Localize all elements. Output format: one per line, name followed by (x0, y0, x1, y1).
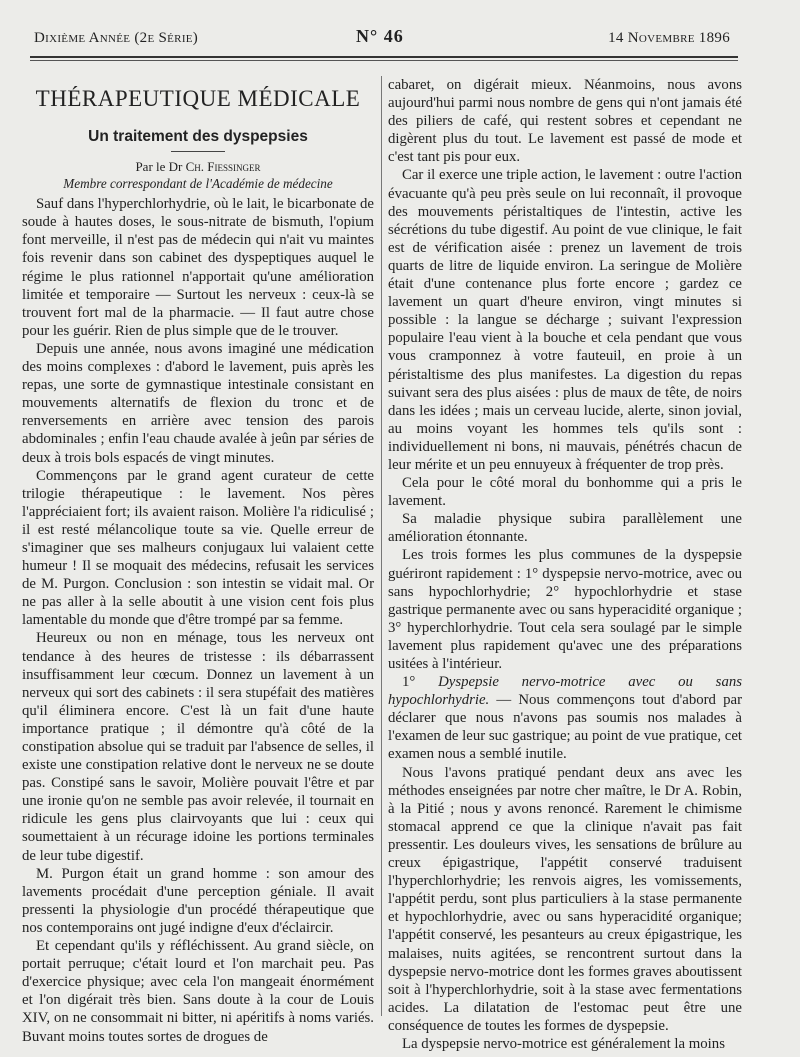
paragraph: Sa maladie physique subira parallèlement une amélioration étonnante. (388, 511, 742, 546)
author-name: Ch. Fiessinger (185, 159, 261, 175)
paragraph: Les trois formes les plus communes de la dyspepsie guériront rapidement : 1° dyspepsie nervo-motrice, avec ou sans hypochlorhydrie; 2° hypochlorhydrie et stase gastrique permanente avec ou sans hyperacidité organique ; 3° hyperchlorhydrie. Tout cela sera soulagé par le simple lavement plus rapidement qu'avec une des préparations usitées à l'intérieur. (388, 547, 742, 672)
subsection-title: Dyspepsie nervo-motrice avec ou sans hypochlorhydrie. (388, 674, 742, 709)
left-column (22, 76, 374, 1046)
paragraph: Nous l'avons pratiqué pendant deux ans avec les méthodes enseignées par notre cher maître, le Dr A. Robin, à la Pitié ; nous y avons renoncé. Rarement le chimisme stomacal apprend ce que la clinique n'avait pas fait pressentir. Les douleurs vives, les sensations de brûlure au creux épigastrique, l'appétit conservé traduisent l'hyperchlorhydrie; les renvois aigres, les vomissements, l'appétit perdu, sont plus particuliers à la stase permanente et hypochlorhydrie, avec ou sans hyperacidité organique; l'appétit conservé, les pesanteurs au creux épigastrique, les malaises, nuits agitées, se rencontrent surtout dans la dyspepsie nervo-motrice dont les formes graves aboutissent soit à l'hyperchlorhydrie, soit à la stase avec fermentations acides. La dilatation de l'estomac peut être une conséquence de toutes les formes de dyspepsie. (388, 764, 742, 1034)
paragraph: Commençons par le grand agent curateur de cette trilogie thérapeutique : le lavement. Nos pères l'appréciaient fort; ils avaient raison. Molière l'a ridiculisé ; il est resté mélancolique toute sa vie. Quelle erreur de s'imaginer que ses malheurs conjugaux lui valaient cette humeur ! Il se moquait des médecins, refusait les services de M. Purgon. Conclusion : son intestin se vidait mal. Or ne pas aller à la selle aboutit à une vision cent fois plus lamentable du monde que d'être trompé par sa femme. (22, 467, 374, 629)
header-volume: Dixième Année (2e Série) (34, 30, 199, 46)
right-column (388, 76, 742, 1053)
header-rule (30, 56, 738, 58)
section-rubric: THÉRAPEUTIQUE MÉDICALE (35, 86, 361, 111)
subsection-paragraph (388, 673, 742, 763)
paragraph: Car il exerce une triple action, le lavement : outre l'action évacuante qu'à peu près seule on lui reconnaît, il provoque des mouvements péristaltiques de l'intestin, active les sécrétions du tube digestif. Au point de vue clinique, le fait est de vérification aisée : prenez un lavement de trois quarts de litre de liquide environ. La seringue de Molière était d'une contenance plus forte encore ; gardez ce lavement un quart d'heure environ, vingt minutes si possible : la langue se décharge ; suivant l'expression populaire l'eau vient à la bouche et cela pendant que vous vous cramponnez à votre fauteuil, en proie à un péristaltisme des plus manifestes. La digestion du repas suivant sera des plus aisées : plus de maux de tête, de noirs dans les idées ; mais un cerveau lucide, alerte, sinon jovial, au moins voyant les hommes tels qu'ils sont : individuellement ni bons, ni mauvais, pénétrés chacun de leur mérite et un peu ennuyeux à fréquenter de trop près. (388, 167, 742, 473)
article-title: Un traitement des dyspepsies (88, 128, 308, 146)
byline-prefix: Par le Dr (135, 159, 183, 175)
paragraph: Sauf dans l'hyperchlorhydrie, où le lait, le bicarbonate de soude à hautes doses, le sous-nitrate de bismuth, l'opium font merveille, il n'est pas de médecin qui n'ait vu maintes fois revenir dans son cabinet des dyspeptiques auquel le régime le plus rationnel n'apportait qu'une amélioration limitée et temporaire — Surtout les nerveux : ceux-là se trouvent fort mal de la pharmacie. — Il faut autre chose pour les guérir. Rien de plus simple que de le trouver. (22, 196, 374, 339)
paragraph: La dyspepsie nervo-motrice est généralement la moins (402, 1035, 725, 1052)
subsection-text: — Nous commençons tout d'abord par déclarer que nous n'avons pas soumis nos malades à l'examen de leur suc gastrique; au point de vue pratique, cet examen nous a semblé inutile. (388, 692, 742, 763)
header-date: 14 Novembre 1896 (608, 30, 730, 46)
subsection-number: 1° (402, 674, 416, 691)
paragraph: M. Purgon était un grand homme : son amour des lavements procédait d'une perception géniale. Il avait pressenti la physiologie d'un procédé thérapeutique que nos contemporains ont jugé indigne d'eux d'éclaircir. (22, 865, 374, 936)
article-byline (22, 158, 374, 175)
paragraph: Et cependant qu'ils y réfléchissent. Au grand siècle, on portait perruque; c'était lourd et l'on marchait peu. Pas d'exercice physique; avec cela l'on mangeait énormément et l'on digérait très bien. Sans doute à la cour de Louis XIV, on ne consommait ni bitter, ni apéritifs à noms variés. Buvant moins toutes sortes de drogues de (22, 938, 374, 1045)
running-header (34, 26, 730, 52)
header-rule-thin (30, 60, 738, 61)
column-divider (381, 76, 382, 1016)
paragraph: Depuis une année, nous avons imaginé une médication des moins complexes : d'abord le lavement, puis après les repas, une sorte de gymnastique intestinale consistant en mouvements alternatifs de flexion du tronc et de renversements en arrière avec tension des parois abdominales ; enfin l'eau chaude avalée à jeûn par séries de deux à trois bols espacés de vingt minutes. (22, 340, 374, 466)
header-issue-number: N° 46 (356, 26, 404, 46)
paragraph-continued: cabaret, on digérait mieux. Néanmoins, nous avons aujourd'hui parmi nous nombre de gens qui n'ont jamais été des piliers de café, qui restent sobres et cependant ne digèrent plus du tout. Le lavement est passé de mode et c'est tant pis pour eux. (388, 77, 742, 166)
paragraph: Heureux ou non en ménage, tous les nerveux ont tendance à des heures de tristesse : ils débarrassent insuffisamment leur cœcum. Donnez un lavement à un nerveux qui sort des cabinets : il sera stupéfait des matières qu'il éliminera encore. C'est là un fait d'une haute importance pratique ; il démontre qu'à côté de la constipation absolue qui se traduit par l'absence de selles, il existe une constipation relative dont le nerveux ne se doute pas. Constipé sans le savoir, Molière pouvait l'être et par une ironie qu'on ne semble pas avoir relevée, il tournait en ridicule les gens plus clairvoyants que lui : ceux qui soumettaient à un récurage idoine les portions terminales de leur tube digestif. (22, 630, 374, 864)
title-rule (171, 151, 225, 152)
paragraph: Cela pour le côté moral du bonhomme qui a pris le lavement. (388, 475, 742, 510)
author-affiliation: Membre correspondant de l'Académie de médecine (63, 176, 333, 192)
